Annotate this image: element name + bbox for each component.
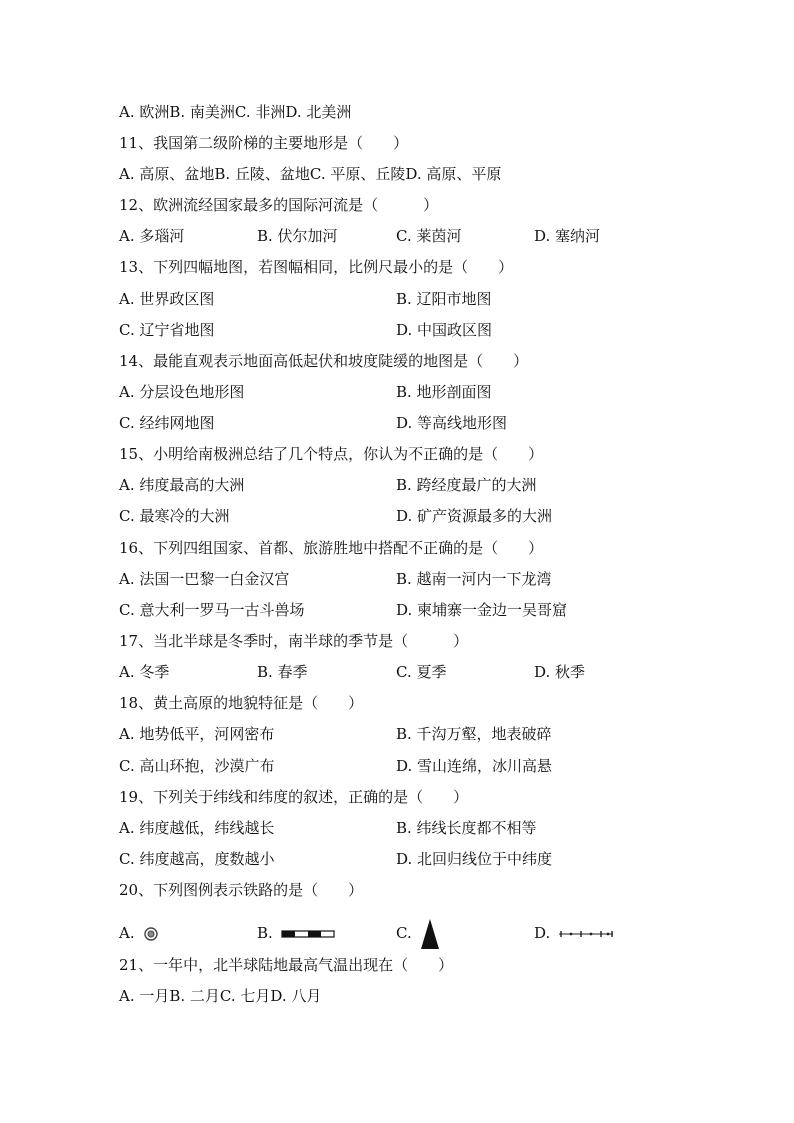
question-stem: 18、黄土高原的地貌特征是（ ） (119, 694, 364, 712)
question-stem: 19、下列关于纬线和纬度的叙述，正确的是（ ） (119, 788, 469, 806)
answer-option: C. 辽宁省地图 (119, 321, 215, 339)
answer-options: A. 一月B. 二月C. 七月D. 八月 (119, 987, 322, 1005)
answer-option (534, 916, 614, 950)
answer-option: D. 矿产资源最多的大洲 (396, 507, 553, 525)
answer-option: C. 意大利一罗马一古斗兽场 (119, 601, 305, 619)
question-stem: 13、下列四幅地图，若图幅相同，比例尺最小的是（ ） (119, 258, 514, 276)
answer-option: D. 柬埔寨一金边一吴哥窟 (396, 601, 568, 619)
border-dashdot-line-icon (558, 929, 614, 939)
question-stem: 15、小明给南极洲总结了几个特点，你认为不正确的是（ ） (119, 445, 544, 463)
answer-option (396, 916, 440, 950)
answer-option: B. 地形剖面图 (396, 383, 492, 401)
answer-option: C. 最寒冷的大洲 (119, 507, 230, 525)
answer-options: A. 高原、盆地B. 丘陵、盆地C. 平原、丘陵D. 高原、平原 (119, 165, 502, 183)
answer-option (119, 916, 159, 950)
answer-option (257, 916, 335, 950)
answer-option: A. 法国一巴黎一白金汉宫 (119, 570, 290, 588)
option-letter: D. (534, 924, 551, 942)
answer-option: D. 中国政区图 (396, 321, 493, 339)
answer-option: D. 秋季 (534, 663, 586, 681)
answer-option: D. 等高线地形图 (396, 414, 508, 432)
answer-option: C. 高山环抱，沙漠广布 (119, 757, 275, 775)
answer-option: A. 冬季 (119, 663, 170, 681)
answer-option: D. 雪山连绵，冰川高悬 (396, 757, 553, 775)
question-stem: 14、最能直观表示地面高低起伏和坡度陡缓的地图是（ ） (119, 352, 529, 370)
question-stem: 11、我国第二级阶梯的主要地形是（ ） (119, 134, 409, 152)
answer-option: A. 世界政区图 (119, 290, 215, 308)
answer-option: B. 跨经度最广的大洲 (396, 476, 537, 494)
answer-option: C. 经纬网地图 (119, 414, 215, 432)
question-stem: 17、当北半球是冬季时，南半球的季节是（ ） (119, 632, 469, 650)
question-stem: 16、下列四组国家、首都、旅游胜地中搭配不正确的是（ ） (119, 539, 544, 557)
answer-option: B. 千沟万壑，地表破碎 (396, 725, 552, 743)
answer-option: C. 莱茵河 (396, 227, 462, 245)
answer-option: C. 纬度越高，度数越小 (119, 850, 275, 868)
option-letter: A. (119, 924, 135, 942)
answer-option: B. 春季 (257, 663, 308, 681)
answer-option: A. 地势低平，河网密布 (119, 725, 275, 743)
question-stem: 21、一年中，北半球陆地最高气温出现在（ ） (119, 956, 454, 974)
option-letter: C. (396, 924, 412, 942)
question-stem: 12、欧洲流经国家最多的国际河流是（ ） (119, 196, 439, 214)
answer-option: B. 辽阳市地图 (396, 290, 492, 308)
answer-option: A. 分层设色地形图 (119, 383, 245, 401)
double-circle-icon (143, 926, 159, 942)
answer-option: D. 北回归线位于中纬度 (396, 850, 553, 868)
railway-line-icon (281, 929, 335, 939)
answer-options: A. 欧洲B. 南美洲C. 非洲D. 北美洲 (119, 103, 352, 121)
mountain-peak-icon (420, 918, 440, 950)
answer-option: C. 夏季 (396, 663, 447, 681)
answer-option: B. 纬线长度都不相等 (396, 819, 537, 837)
question-stem: 20、下列图例表示铁路的是（ ） (119, 881, 364, 899)
answer-option: B. 伏尔加河 (257, 227, 338, 245)
answer-option: D. 塞纳河 (534, 227, 601, 245)
option-letter: B. (257, 924, 273, 942)
answer-option: A. 纬度越低，纬线越长 (119, 819, 275, 837)
answer-option: B. 越南一河内一下龙湾 (396, 570, 552, 588)
answer-option: A. 纬度最高的大洲 (119, 476, 245, 494)
answer-option: A. 多瑙河 (119, 227, 185, 245)
